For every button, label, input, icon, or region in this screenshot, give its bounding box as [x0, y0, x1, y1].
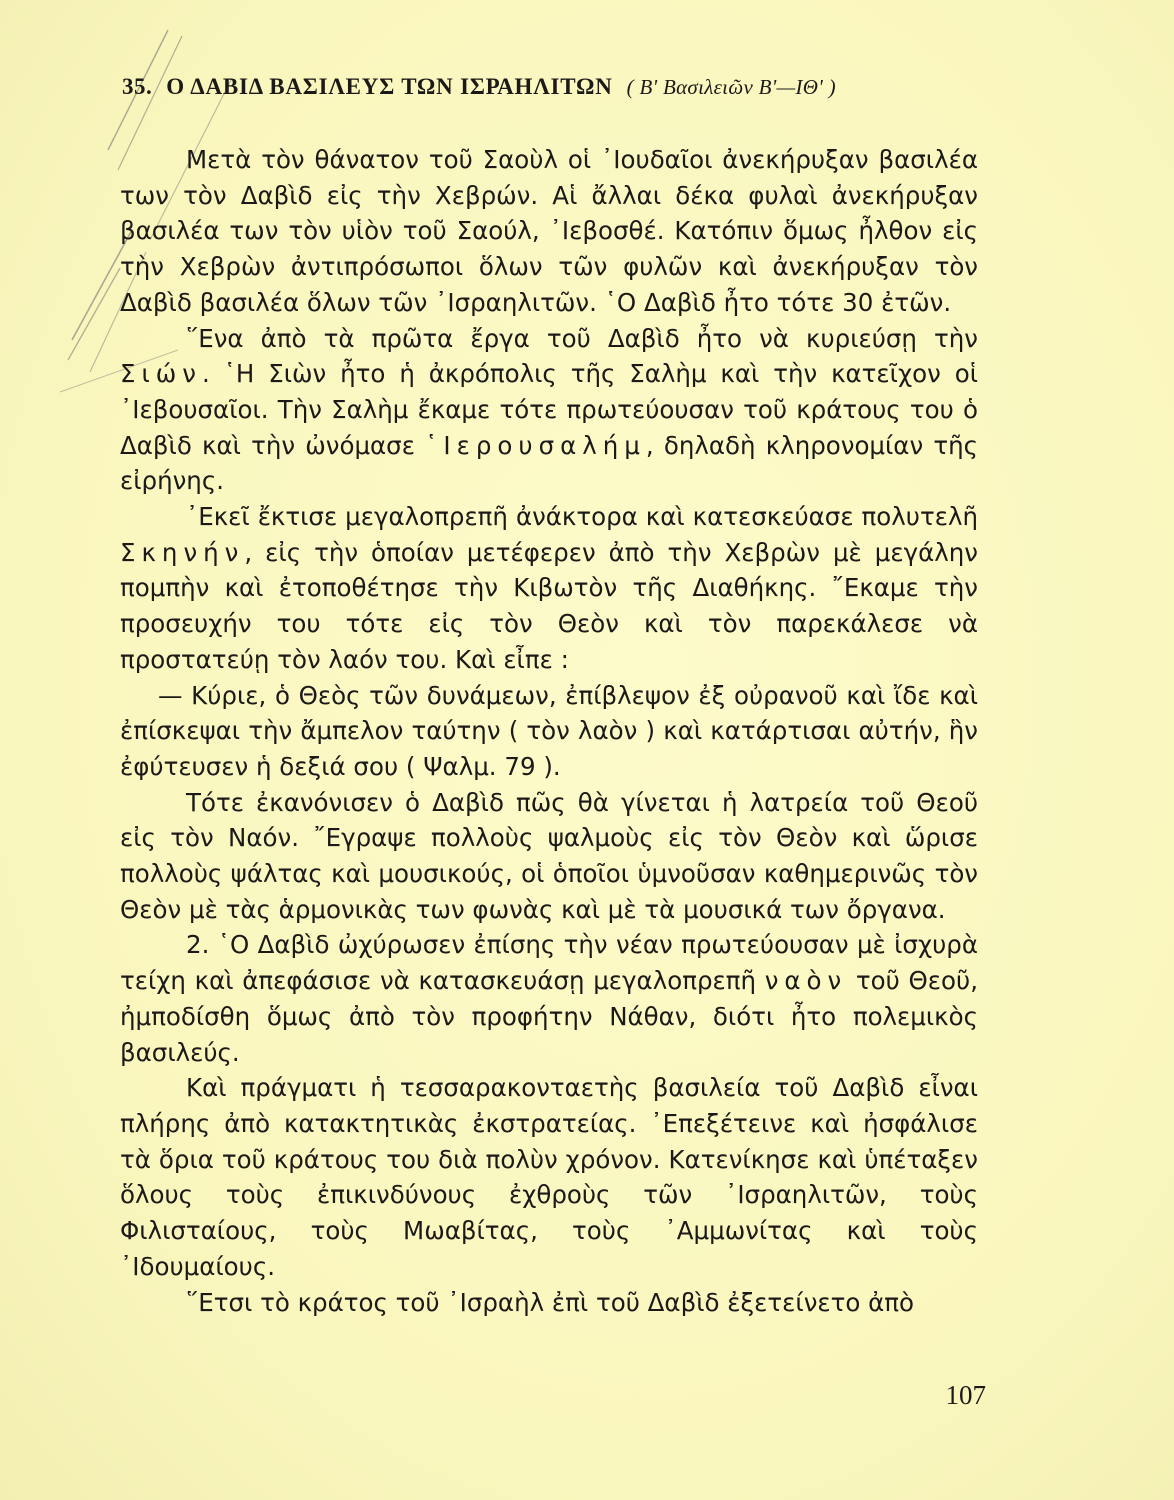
- spaced-word-ierousalim: ῾Ιερουσαλήμ: [425, 430, 646, 460]
- spaced-word-sion: Σιών: [120, 359, 202, 389]
- paragraph-2: ῞Ενα ἀπὸ τὰ πρῶτα ἔργα τοῦ Δαβὶδ ἦτο νὰ κυριεύσῃ τὴν Σιών. ῾Η Σιὼν ἦτο ἡ ἀκρόπολις τῆς Σαλὴμ καὶ τὴν κατεῖχον οἱ ᾿Ιεβουσαῖοι. Τὴν Σαλὴμ ἔκαμε τότε πρωτεύουσαν τοῦ κράτους του ὁ Δαβὶδ καὶ τὴν ὠνόμασε ῾Ιερουσαλήμ, δηλαδὴ κληρονομίαν τῆς εἰρήνης.: [120, 323, 978, 496]
- spaced-word-naon: ναὸν: [764, 966, 848, 996]
- paragraph-7: Καὶ πράγματι ἡ τεσσαρακονταετὴς βασιλεία τοῦ Δαβὶδ εἶναι πλήρης ἀπὸ κατακτητικὰς ἐκστρατείας. ᾿Επεξέτεινε καὶ ἠσφάλισε τὰ ὅρια τοῦ κράτους του διὰ πολὺν χρόνον. Κατενίκησε καὶ ὑπέταξεν ὅλους τοὺς ἐπικινδύνους ἐχθροὺς τῶν ᾿Ισραηλιτῶν, τοὺς Φιλισταίους, τοὺς Μωαβίτας, τοὺς ᾿Αμμωνίτας καὶ τοὺς ᾿Ιδουμαίους.: [120, 1073, 978, 1281]
- chapter-heading: [122, 74, 1002, 114]
- chapter-title: Ο ΔΑΒΙΔ ΒΑΣΙΛΕΥΣ ΤΩΝ ΙΣΡΑΗΛΙΤΩΝ: [166, 74, 613, 99]
- psalm-quote: — Κύριε, ὁ Θεὸς τῶν δυνάμεων, ἐπίβλεψον ἐξ οὐρανοῦ καὶ ἴδε καὶ ἐπίσκεψαι τὴν ἄμπελον ταύτην ( τὸν λαὸν ) καὶ κατάρτισαι αὐτήν, ἣν ἐφύτευσεν ἡ δεξιά σου ( Ψαλμ. 79 ).: [120, 680, 978, 781]
- scripture-reference: ( Β' Βασιλειῶν Β'—ΙΘ' ): [626, 75, 836, 99]
- spaced-word-skinin: Σκηνήν: [120, 537, 245, 567]
- paragraph-3: ᾿Εκεῖ ἔκτισε μεγαλοπρεπῆ ἀνάκτορα καὶ κατεσκεύασε πολυτελῆ Σκηνήν, εἰς τὴν ὁποίαν μετέφερεν ἀπὸ τὴν Χεβρὼν μὲ μεγάλην πομπὴν καὶ ἐτοποθέτησε τὴν Κιβωτὸν τῆς Διαθήκης. ῎Εκαμε τὴν προσευχήν του τότε εἰς τὸν Θεὸν καὶ τὸν παρεκάλεσε νὰ προστατεύῃ τὸν λαόν του. Καὶ εἶπε :: [120, 502, 978, 674]
- pencil-stroke: [68, 268, 120, 360]
- chapter-number: 35.: [122, 74, 153, 99]
- paragraph-5: Τότε ἐκανόνισεν ὁ Δαβὶδ πῶς θὰ γίνεται ἡ λατρεία τοῦ Θεοῦ εἰς τὸν Ναόν. ῎Εγραψε πολλοὺς ψαλμοὺς εἰς τὸν Θεὸν καὶ ὥρισε πολλοὺς ψάλτας καὶ μουσικούς, οἱ ὁποῖοι ὑμνοῦσαν καθημερινῶς τὸν Θεὸν μὲ τὰς ἁρμονικὰς των φωνὰς καὶ μὲ τὰ μουσικά των ὄργανα.: [120, 787, 978, 924]
- paragraph-1: Μετὰ τὸν θάνατον τοῦ Σαοὺλ οἱ ᾿Ιουδαῖοι ἀνεκήρυξαν βασιλέα των τὸν Δαβὶδ εἰς τὴν Χεβρών. Αἱ ἄλλαι δέκα φυλαὶ ἀνεκήρυξαν βασιλέα των τὸν υἱὸν τοῦ Σαούλ, ᾿Ιεβοσθέ. Κατόπιν ὅμως ἦλθον εἰς τὴν Χεβρὼν ἀντιπρόσωποι ὅλων τῶν φυλῶν καὶ ἀνεκήρυξαν τὸν Δαβὶδ βασιλέα ὅλων τῶν ᾿Ισραηλιτῶν. ῾Ο Δαβὶδ ἦτο τότε 30 ἐτῶν.: [120, 145, 978, 317]
- page-number: 107: [945, 1380, 986, 1410]
- body-text: [120, 142, 978, 1320]
- paragraph-6: 2. ῾Ο Δαβὶδ ὠχύρωσεν ἐπίσης τὴν νέαν πρωτεύουσαν μὲ ἰσχυρὰ τείχη καὶ ἀπεφάσισε νὰ κατασκευάσῃ μεγαλοπρεπῆ ναὸν τοῦ Θεοῦ, ἠμποδίσθη ὅμως ἀπὸ τὸν προφήτην Νάθαν, διότι ἦτο πολεμικὸς βασιλεύς.: [120, 930, 978, 1067]
- paragraph-8: ῞Ετσι τὸ κράτος τοῦ ᾿Ισραὴλ ἐπὶ τοῦ Δαβὶδ ἐξετείνετο ἀπὸ: [186, 1287, 915, 1317]
